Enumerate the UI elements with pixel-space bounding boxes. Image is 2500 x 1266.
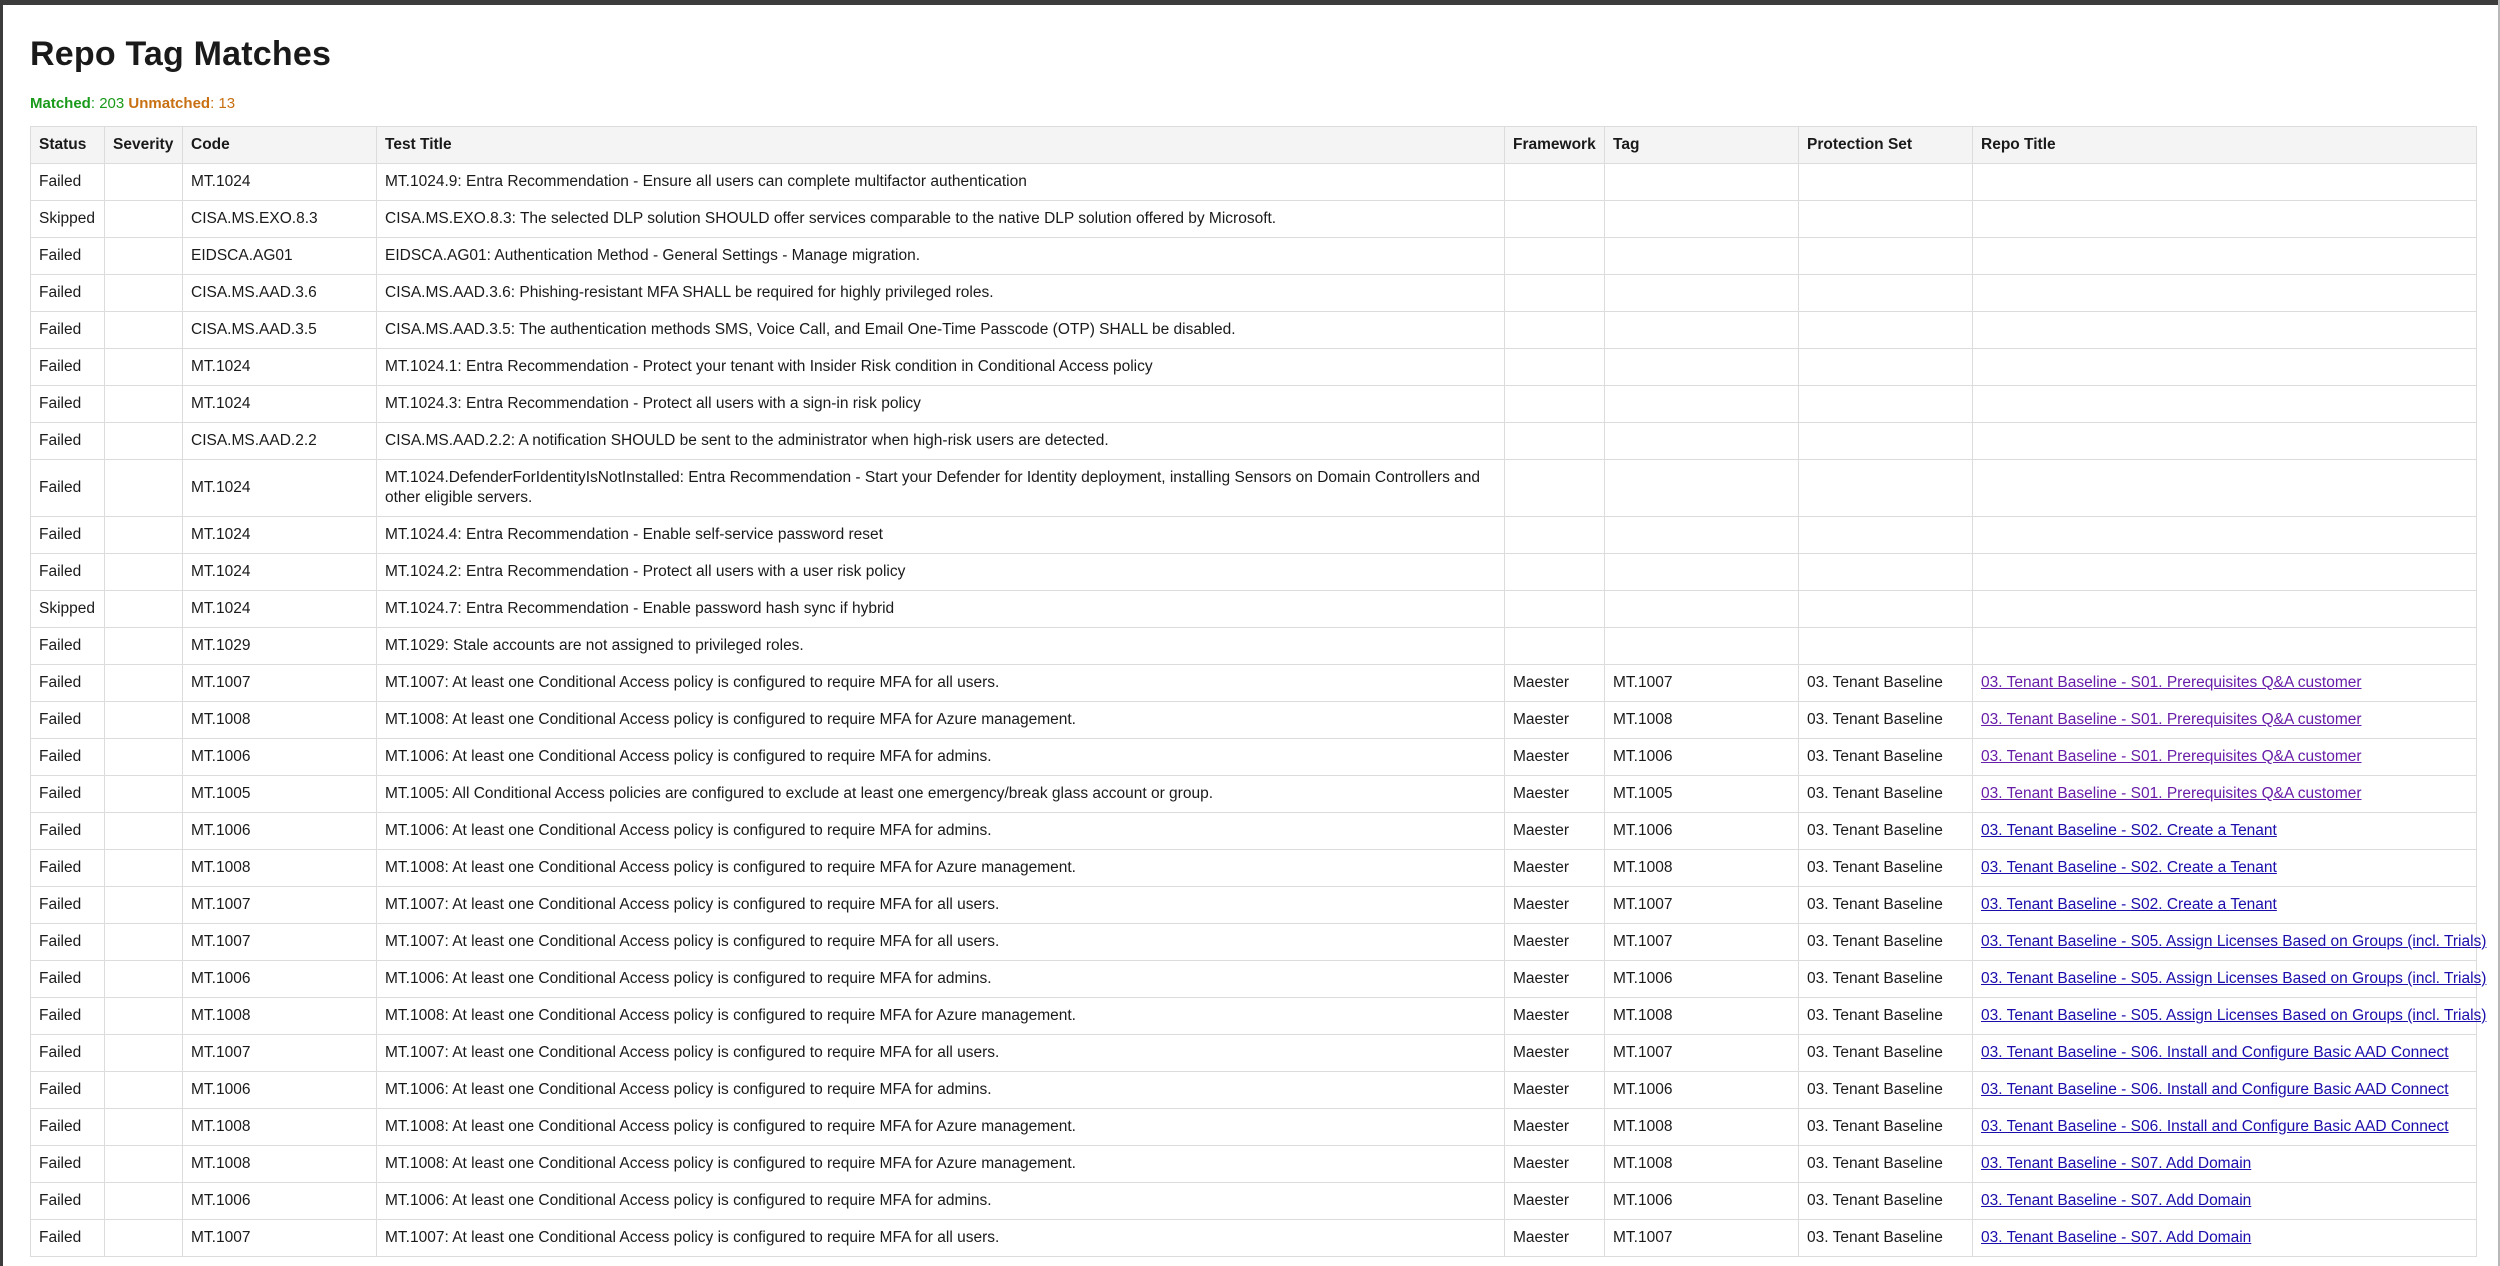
cell-repo-title <box>1973 275 2477 312</box>
cell-code: MT.1008 <box>183 1146 377 1183</box>
cell-framework <box>1505 386 1605 423</box>
cell-code: MT.1007 <box>183 1035 377 1072</box>
cell-code: MT.1024 <box>183 386 377 423</box>
cell-framework: Maester <box>1505 1072 1605 1109</box>
cell-test-title: MT.1008: At least one Conditional Access policy is configured to require MFA for Azure management. <box>377 850 1505 887</box>
cell-severity <box>105 1072 183 1109</box>
table-row <box>31 850 2477 887</box>
cell-framework <box>1505 554 1605 591</box>
cell-protection-set: 03. Tenant Baseline <box>1799 850 1973 887</box>
cell-test-title: MT.1007: At least one Conditional Access policy is configured to require MFA for all users. <box>377 924 1505 961</box>
cell-framework <box>1505 517 1605 554</box>
repo-title-link[interactable]: 03. Tenant Baseline - S05. Assign Licenses Based on Groups (incl. Trials) <box>1981 933 2487 950</box>
cell-status: Skipped <box>31 201 105 238</box>
cell-status: Failed <box>31 1183 105 1220</box>
cell-framework: Maester <box>1505 702 1605 739</box>
cell-framework <box>1505 591 1605 628</box>
repo-tag-table <box>30 126 2487 1257</box>
cell-framework: Maester <box>1505 776 1605 813</box>
cell-severity <box>105 924 183 961</box>
cell-test-title: MT.1005: All Conditional Access policies are configured to exclude at least one emergency/break glass account or group. <box>377 776 1505 813</box>
cell-code: MT.1008 <box>183 702 377 739</box>
cell-test-title: EIDSCA.AG01: Authentication Method - General Settings - Manage migration. <box>377 238 1505 275</box>
cell-test-title: MT.1024.2: Entra Recommendation - Protect all users with a user risk policy <box>377 554 1505 591</box>
cell-severity <box>105 1109 183 1146</box>
repo-title-link[interactable]: 03. Tenant Baseline - S01. Prerequisites Q&A customer <box>1981 748 2362 765</box>
cell-status: Failed <box>31 275 105 312</box>
repo-title-link[interactable]: 03. Tenant Baseline - S07. Add Domain <box>1981 1155 2252 1172</box>
column-header-test-title[interactable]: Test Title <box>377 127 1505 164</box>
cell-framework: Maester <box>1505 924 1605 961</box>
table-row <box>31 349 2477 386</box>
repo-title-link[interactable]: 03. Tenant Baseline - S07. Add Domain <box>1981 1192 2252 1209</box>
cell-test-title: CISA.MS.AAD.3.6: Phishing-resistant MFA SHALL be required for highly privileged roles. <box>377 275 1505 312</box>
page-title: Repo Tag Matches <box>30 35 332 73</box>
cell-severity <box>105 554 183 591</box>
cell-status: Failed <box>31 776 105 813</box>
cell-status: Failed <box>31 1109 105 1146</box>
column-header-repo-title[interactable]: Repo Title <box>1973 127 2477 164</box>
cell-severity <box>105 665 183 702</box>
cell-code: MT.1006 <box>183 961 377 998</box>
cell-status: Failed <box>31 349 105 386</box>
cell-code: CISA.MS.EXO.8.3 <box>183 201 377 238</box>
cell-severity <box>105 887 183 924</box>
cell-protection-set <box>1799 460 1973 517</box>
cell-test-title: MT.1024.DefenderForIdentityIsNotInstalled: Entra Recommendation - Start your Defender for Identity deployment, installing Sensors on Domain Controllers and other eligible servers. <box>377 460 1505 517</box>
cell-code: MT.1007 <box>183 887 377 924</box>
cell-framework <box>1505 423 1605 460</box>
cell-tag <box>1605 349 1799 386</box>
cell-severity <box>105 386 183 423</box>
unmatched-label: Unmatched <box>128 95 211 112</box>
cell-severity <box>105 275 183 312</box>
cell-repo-title <box>1973 924 2487 961</box>
cell-protection-set: 03. Tenant Baseline <box>1799 998 1973 1035</box>
table-row <box>31 1146 2477 1183</box>
cell-protection-set: 03. Tenant Baseline <box>1799 1035 1973 1072</box>
cell-framework: Maester <box>1505 1183 1605 1220</box>
cell-protection-set <box>1799 386 1973 423</box>
cell-tag <box>1605 423 1799 460</box>
cell-code: MT.1007 <box>183 924 377 961</box>
cell-code: MT.1024 <box>183 517 377 554</box>
cell-tag: MT.1008 <box>1605 1146 1799 1183</box>
cell-tag: MT.1006 <box>1605 961 1799 998</box>
cell-test-title: MT.1024.1: Entra Recommendation - Protect your tenant with Insider Risk condition in Conditional Access policy <box>377 349 1505 386</box>
cell-code: MT.1006 <box>183 1183 377 1220</box>
cell-status: Failed <box>31 961 105 998</box>
cell-status: Failed <box>31 238 105 275</box>
cell-code: MT.1029 <box>183 628 377 665</box>
cell-framework <box>1505 201 1605 238</box>
cell-protection-set: 03. Tenant Baseline <box>1799 1109 1973 1146</box>
table-row <box>31 1183 2477 1220</box>
cell-code: MT.1006 <box>183 1072 377 1109</box>
table-row <box>31 887 2477 924</box>
cell-protection-set <box>1799 201 1973 238</box>
cell-status: Failed <box>31 850 105 887</box>
cell-severity <box>105 312 183 349</box>
cell-repo-title <box>1973 423 2477 460</box>
table-row <box>31 238 2477 275</box>
match-summary <box>30 94 2476 114</box>
table-row <box>31 312 2477 349</box>
cell-repo-title <box>1973 554 2477 591</box>
cell-code: MT.1024 <box>183 554 377 591</box>
cell-tag: MT.1008 <box>1605 998 1799 1035</box>
cell-test-title: MT.1006: At least one Conditional Access policy is configured to require MFA for admins. <box>377 1072 1505 1109</box>
cell-protection-set <box>1799 628 1973 665</box>
cell-test-title: MT.1006: At least one Conditional Access policy is configured to require MFA for admins. <box>377 739 1505 776</box>
cell-framework: Maester <box>1505 1146 1605 1183</box>
cell-tag <box>1605 201 1799 238</box>
cell-protection-set <box>1799 591 1973 628</box>
cell-framework: Maester <box>1505 1220 1605 1257</box>
table-body <box>31 164 2487 1257</box>
cell-repo-title <box>1973 702 2477 739</box>
cell-framework <box>1505 349 1605 386</box>
cell-code: EIDSCA.AG01 <box>183 238 377 275</box>
cell-repo-title <box>1973 201 2477 238</box>
table-row <box>31 702 2477 739</box>
cell-tag <box>1605 238 1799 275</box>
column-header-status[interactable]: Status <box>31 127 105 164</box>
cell-framework: Maester <box>1505 813 1605 850</box>
cell-code: CISA.MS.AAD.3.5 <box>183 312 377 349</box>
cell-test-title: MT.1024.3: Entra Recommendation - Protect all users with a sign-in risk policy <box>377 386 1505 423</box>
table-header-row <box>31 127 2477 164</box>
table-row <box>31 776 2477 813</box>
cell-protection-set: 03. Tenant Baseline <box>1799 813 1973 850</box>
cell-protection-set: 03. Tenant Baseline <box>1799 665 1973 702</box>
cell-repo-title <box>1973 349 2477 386</box>
column-header-protection-set[interactable]: Protection Set <box>1799 127 1973 164</box>
cell-tag <box>1605 554 1799 591</box>
cell-status: Failed <box>31 423 105 460</box>
cell-status: Failed <box>31 1072 105 1109</box>
cell-code: MT.1024 <box>183 591 377 628</box>
cell-tag <box>1605 275 1799 312</box>
cell-severity <box>105 702 183 739</box>
cell-severity <box>105 1220 183 1257</box>
cell-test-title: CISA.MS.EXO.8.3: The selected DLP solution SHOULD offer services comparable to the native DLP solution offered by Microsoft. <box>377 201 1505 238</box>
cell-framework <box>1505 275 1605 312</box>
cell-repo-title <box>1973 312 2477 349</box>
cell-repo-title <box>1973 1183 2477 1220</box>
cell-status: Failed <box>31 460 105 517</box>
cell-repo-title <box>1973 1072 2477 1109</box>
cell-code: CISA.MS.AAD.3.6 <box>183 275 377 312</box>
cell-tag: MT.1006 <box>1605 1072 1799 1109</box>
cell-protection-set: 03. Tenant Baseline <box>1799 1183 1973 1220</box>
table-row <box>31 1220 2477 1257</box>
cell-code: MT.1005 <box>183 776 377 813</box>
cell-repo-title <box>1973 961 2487 998</box>
cell-tag: MT.1007 <box>1605 665 1799 702</box>
cell-code: MT.1006 <box>183 813 377 850</box>
cell-tag <box>1605 386 1799 423</box>
cell-severity <box>105 813 183 850</box>
cell-test-title: CISA.MS.AAD.2.2: A notification SHOULD be sent to the administrator when high-risk users are detected. <box>377 423 1505 460</box>
cell-repo-title <box>1973 517 2477 554</box>
cell-test-title: MT.1008: At least one Conditional Access policy is configured to require MFA for Azure management. <box>377 998 1505 1035</box>
repo-title-link[interactable]: 03. Tenant Baseline - S05. Assign Licenses Based on Groups (incl. Trials) <box>1981 1007 2487 1024</box>
cell-tag: MT.1008 <box>1605 1109 1799 1146</box>
cell-status: Failed <box>31 924 105 961</box>
cell-protection-set: 03. Tenant Baseline <box>1799 1072 1973 1109</box>
cell-framework <box>1505 628 1605 665</box>
cell-tag <box>1605 517 1799 554</box>
cell-framework: Maester <box>1505 850 1605 887</box>
cell-protection-set <box>1799 164 1973 201</box>
cell-severity <box>105 460 183 517</box>
cell-code: MT.1006 <box>183 739 377 776</box>
cell-status: Failed <box>31 665 105 702</box>
table-row <box>31 628 2477 665</box>
cell-protection-set: 03. Tenant Baseline <box>1799 739 1973 776</box>
cell-tag <box>1605 591 1799 628</box>
cell-framework <box>1505 238 1605 275</box>
matched-label: Matched <box>30 95 91 112</box>
cell-protection-set <box>1799 238 1973 275</box>
cell-repo-title <box>1973 850 2477 887</box>
cell-severity <box>105 201 183 238</box>
cell-repo-title <box>1973 1109 2477 1146</box>
cell-status: Failed <box>31 628 105 665</box>
cell-test-title: MT.1006: At least one Conditional Access policy is configured to require MFA for admins. <box>377 961 1505 998</box>
cell-framework: Maester <box>1505 665 1605 702</box>
cell-test-title: MT.1007: At least one Conditional Access policy is configured to require MFA for all users. <box>377 1220 1505 1257</box>
cell-tag: MT.1007 <box>1605 887 1799 924</box>
cell-code: MT.1024 <box>183 349 377 386</box>
cell-repo-title <box>1973 665 2477 702</box>
cell-code: MT.1007 <box>183 665 377 702</box>
table-row <box>31 460 2477 517</box>
cell-test-title: CISA.MS.AAD.3.5: The authentication methods SMS, Voice Call, and Email One-Time Passcode (OTP) SHALL be disabled. <box>377 312 1505 349</box>
cell-severity <box>105 998 183 1035</box>
cell-status: Failed <box>31 998 105 1035</box>
cell-repo-title <box>1973 1146 2477 1183</box>
cell-status: Failed <box>31 813 105 850</box>
cell-test-title: MT.1007: At least one Conditional Access policy is configured to require MFA for all users. <box>377 887 1505 924</box>
cell-code: MT.1024 <box>183 164 377 201</box>
cell-framework: Maester <box>1505 739 1605 776</box>
cell-protection-set <box>1799 275 1973 312</box>
table-row <box>31 591 2477 628</box>
table-row <box>31 961 2477 998</box>
cell-repo-title <box>1973 591 2477 628</box>
table-row <box>31 554 2477 591</box>
table-row <box>31 1072 2477 1109</box>
cell-tag: MT.1007 <box>1605 1220 1799 1257</box>
cell-status: Failed <box>31 164 105 201</box>
table-row <box>31 386 2477 423</box>
column-header-framework[interactable]: Framework <box>1505 127 1605 164</box>
cell-status: Failed <box>31 1146 105 1183</box>
cell-severity <box>105 1183 183 1220</box>
table-row <box>31 998 2477 1035</box>
cell-test-title: MT.1008: At least one Conditional Access policy is configured to require MFA for Azure management. <box>377 702 1505 739</box>
cell-repo-title <box>1973 739 2477 776</box>
table-row <box>31 423 2477 460</box>
cell-severity <box>105 628 183 665</box>
cell-tag: MT.1006 <box>1605 1183 1799 1220</box>
cell-severity <box>105 423 183 460</box>
window-left-border <box>0 0 3 1266</box>
repo-title-link[interactable]: 03. Tenant Baseline - S02. Create a Tenant <box>1981 896 2277 913</box>
cell-repo-title <box>1973 238 2477 275</box>
cell-repo-title <box>1973 998 2487 1035</box>
cell-protection-set <box>1799 554 1973 591</box>
repo-title-link[interactable]: 03. Tenant Baseline - S07. Add Domain <box>1981 1229 2252 1246</box>
table-row <box>31 665 2477 702</box>
cell-tag: MT.1007 <box>1605 924 1799 961</box>
cell-protection-set <box>1799 349 1973 386</box>
cell-protection-set <box>1799 517 1973 554</box>
cell-framework: Maester <box>1505 1035 1605 1072</box>
repo-title-link[interactable]: 03. Tenant Baseline - S02. Create a Tenant <box>1981 859 2277 876</box>
cell-framework: Maester <box>1505 961 1605 998</box>
repo-title-link[interactable]: 03. Tenant Baseline - S05. Assign Licenses Based on Groups (incl. Trials) <box>1981 970 2487 987</box>
cell-status: Failed <box>31 554 105 591</box>
repo-title-link[interactable]: 03. Tenant Baseline - S01. Prerequisites Q&A customer <box>1981 674 2362 691</box>
cell-framework <box>1505 460 1605 517</box>
cell-protection-set: 03. Tenant Baseline <box>1799 1146 1973 1183</box>
cell-severity <box>105 1035 183 1072</box>
cell-status: Failed <box>31 702 105 739</box>
cell-code: CISA.MS.AAD.2.2 <box>183 423 377 460</box>
cell-status: Failed <box>31 739 105 776</box>
cell-tag <box>1605 312 1799 349</box>
cell-repo-title <box>1973 460 2477 517</box>
cell-code: MT.1024 <box>183 460 377 517</box>
cell-protection-set: 03. Tenant Baseline <box>1799 961 1973 998</box>
cell-protection-set: 03. Tenant Baseline <box>1799 887 1973 924</box>
cell-protection-set <box>1799 423 1973 460</box>
cell-protection-set: 03. Tenant Baseline <box>1799 702 1973 739</box>
cell-severity <box>105 850 183 887</box>
cell-status: Failed <box>31 312 105 349</box>
page-content <box>30 30 2487 1257</box>
cell-test-title: MT.1007: At least one Conditional Access policy is configured to require MFA for all users. <box>377 665 1505 702</box>
table-row <box>31 201 2477 238</box>
cell-status: Failed <box>31 887 105 924</box>
cell-protection-set: 03. Tenant Baseline <box>1799 776 1973 813</box>
cell-severity <box>105 961 183 998</box>
table-row <box>31 1035 2477 1072</box>
table-row <box>31 275 2477 312</box>
table-row <box>31 164 2477 201</box>
cell-test-title: MT.1008: At least one Conditional Access policy is configured to require MFA for Azure management. <box>377 1109 1505 1146</box>
cell-test-title: MT.1024.9: Entra Recommendation - Ensure all users can complete multifactor authentication <box>377 164 1505 201</box>
cell-protection-set: 03. Tenant Baseline <box>1799 1220 1973 1257</box>
cell-repo-title <box>1973 386 2477 423</box>
cell-tag: MT.1008 <box>1605 850 1799 887</box>
cell-protection-set <box>1799 312 1973 349</box>
matched-separator: : <box>90 95 100 112</box>
window-top-border <box>0 0 2500 5</box>
column-header-code[interactable]: Code <box>183 127 377 164</box>
column-header-tag[interactable]: Tag <box>1605 127 1799 164</box>
cell-framework <box>1505 312 1605 349</box>
cell-status: Failed <box>31 1035 105 1072</box>
cell-tag: MT.1006 <box>1605 739 1799 776</box>
cell-severity <box>105 517 183 554</box>
cell-status: Failed <box>31 1220 105 1257</box>
cell-severity <box>105 591 183 628</box>
cell-status: Skipped <box>31 591 105 628</box>
cell-repo-title <box>1973 776 2477 813</box>
repo-title-link[interactable]: 03. Tenant Baseline - S06. Install and Configure Basic AAD Connect <box>1981 1081 2449 1098</box>
cell-tag: MT.1008 <box>1605 702 1799 739</box>
cell-repo-title <box>1973 1220 2477 1257</box>
cell-tag <box>1605 460 1799 517</box>
unmatched-count: 13 <box>218 95 236 112</box>
cell-test-title: MT.1006: At least one Conditional Access policy is configured to require MFA for admins. <box>377 813 1505 850</box>
column-header-severity[interactable]: Severity <box>105 127 183 164</box>
cell-tag <box>1605 164 1799 201</box>
repo-title-link[interactable]: 03. Tenant Baseline - S06. Install and Configure Basic AAD Connect <box>1981 1044 2449 1061</box>
repo-title-link[interactable]: 03. Tenant Baseline - S01. Prerequisites Q&A customer <box>1981 711 2362 728</box>
cell-code: MT.1008 <box>183 850 377 887</box>
cell-tag: MT.1006 <box>1605 813 1799 850</box>
cell-code: MT.1008 <box>183 998 377 1035</box>
repo-title-link[interactable]: 03. Tenant Baseline - S01. Prerequisites Q&A customer <box>1981 785 2362 802</box>
cell-severity <box>105 164 183 201</box>
repo-title-link[interactable]: 03. Tenant Baseline - S02. Create a Tenant <box>1981 822 2277 839</box>
cell-test-title: MT.1024.4: Entra Recommendation - Enable self-service password reset <box>377 517 1505 554</box>
cell-severity <box>105 739 183 776</box>
matched-count: 203 <box>99 95 125 112</box>
cell-status: Failed <box>31 517 105 554</box>
cell-protection-set: 03. Tenant Baseline <box>1799 924 1973 961</box>
cell-severity <box>105 349 183 386</box>
cell-test-title: MT.1024.7: Entra Recommendation - Enable password hash sync if hybrid <box>377 591 1505 628</box>
cell-test-title: MT.1008: At least one Conditional Access policy is configured to require MFA for Azure management. <box>377 1146 1505 1183</box>
cell-test-title: MT.1006: At least one Conditional Access policy is configured to require MFA for admins. <box>377 1183 1505 1220</box>
cell-code: MT.1008 <box>183 1109 377 1146</box>
cell-repo-title <box>1973 628 2477 665</box>
cell-status: Failed <box>31 386 105 423</box>
cell-test-title: MT.1007: At least one Conditional Access policy is configured to require MFA for all users. <box>377 1035 1505 1072</box>
cell-test-title: MT.1029: Stale accounts are not assigned to privileged roles. <box>377 628 1505 665</box>
cell-code: MT.1007 <box>183 1220 377 1257</box>
cell-severity <box>105 238 183 275</box>
cell-severity <box>105 1146 183 1183</box>
table-row <box>31 1109 2477 1146</box>
table-row <box>31 739 2477 776</box>
cell-framework: Maester <box>1505 887 1605 924</box>
table-row <box>31 924 2477 961</box>
cell-severity <box>105 776 183 813</box>
repo-title-link[interactable]: 03. Tenant Baseline - S06. Install and Configure Basic AAD Connect <box>1981 1118 2449 1135</box>
cell-repo-title <box>1973 164 2477 201</box>
cell-repo-title <box>1973 887 2477 924</box>
cell-tag: MT.1005 <box>1605 776 1799 813</box>
unmatched-separator: : <box>210 95 219 112</box>
cell-tag: MT.1007 <box>1605 1035 1799 1072</box>
cell-framework: Maester <box>1505 998 1605 1035</box>
table-row <box>31 517 2477 554</box>
cell-repo-title <box>1973 1035 2477 1072</box>
table-row <box>31 813 2477 850</box>
cell-tag <box>1605 628 1799 665</box>
cell-framework: Maester <box>1505 1109 1605 1146</box>
cell-repo-title <box>1973 813 2477 850</box>
cell-framework <box>1505 164 1605 201</box>
